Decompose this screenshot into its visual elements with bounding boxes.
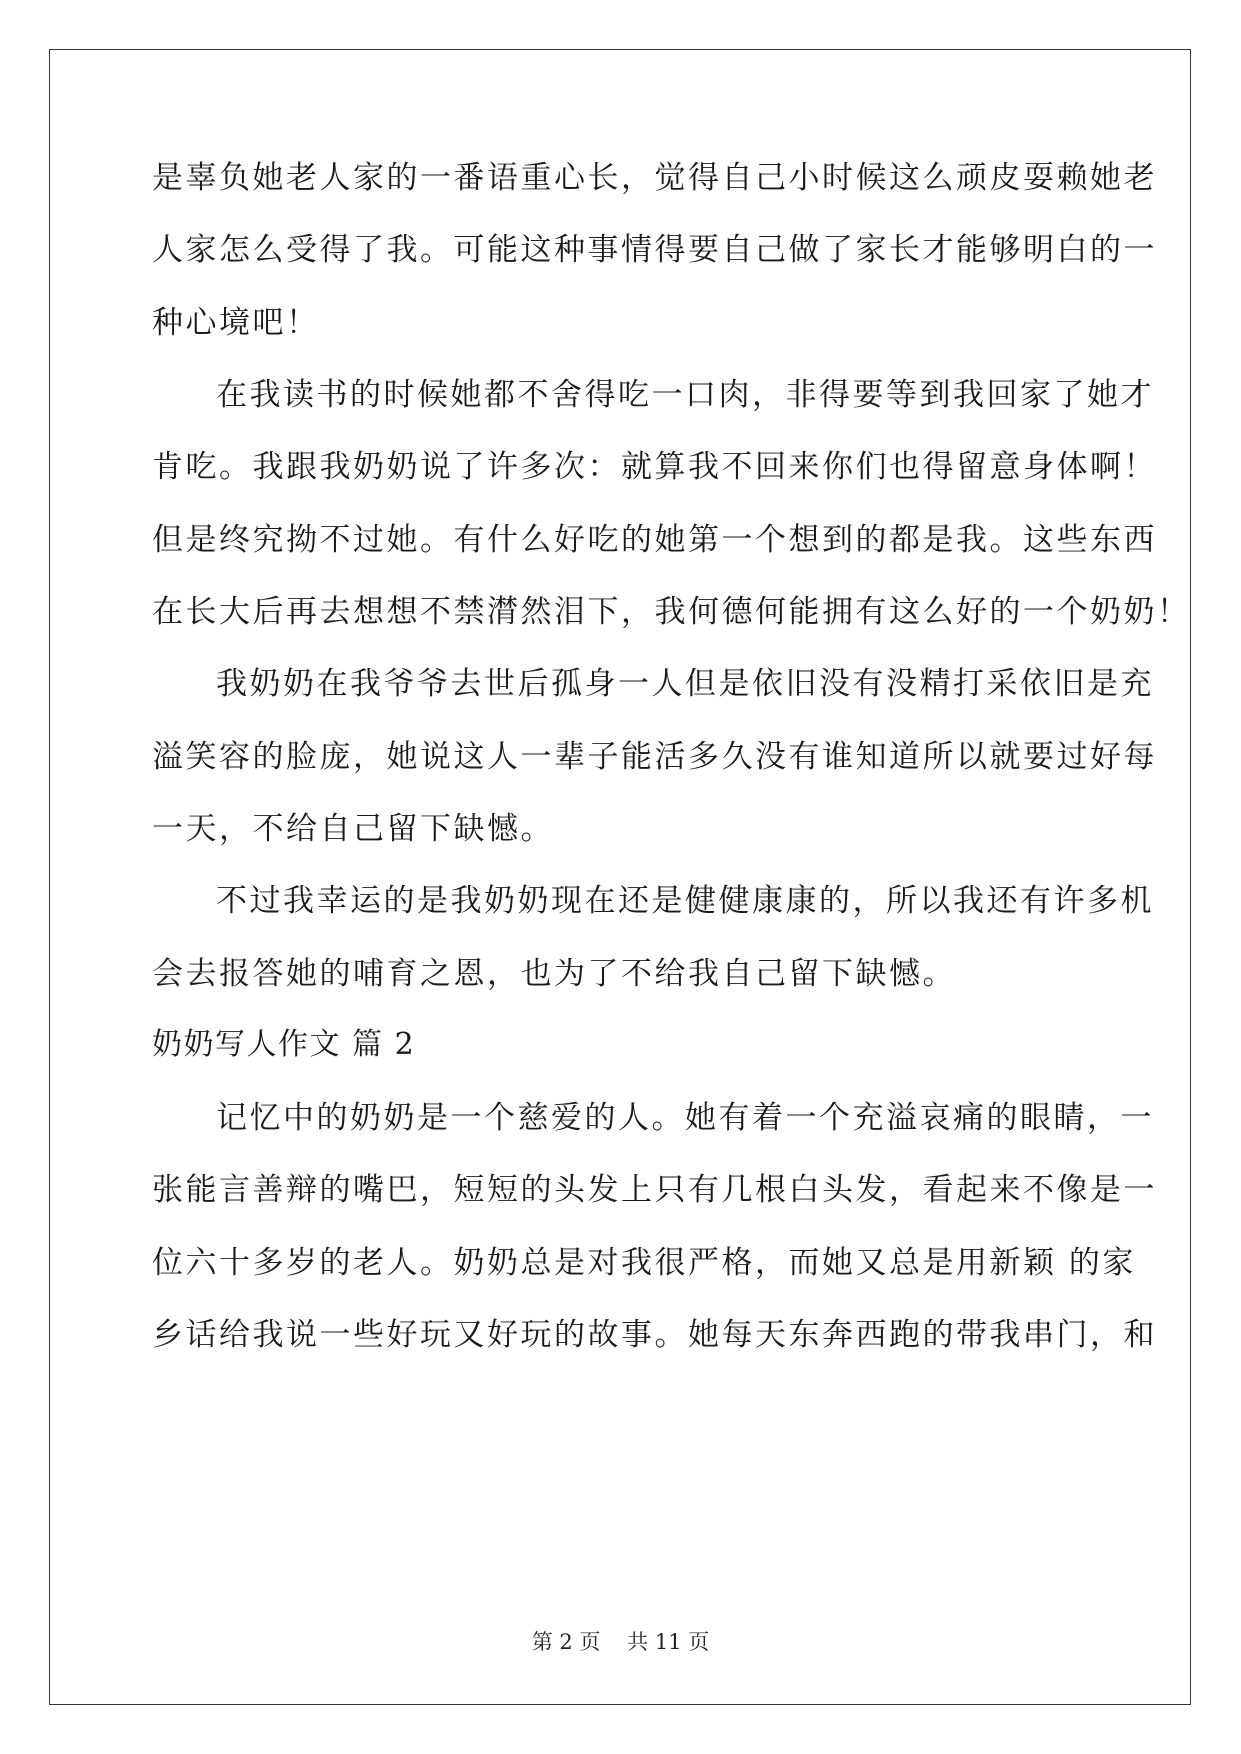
- text-line: 一天，不给自己留下缺憾。: [152, 811, 554, 847]
- text-line: 种心境吧！: [152, 305, 320, 341]
- text-line: 张能言善辩的嘴巴，短短的头发上只有几根白头发，看起来不像是一: [152, 1172, 1157, 1208]
- text-line: 我奶奶在我爷爷去世后孤身一人但是依旧没有没精打采依旧是充: [216, 666, 1154, 702]
- page-border: [49, 49, 1191, 1705]
- text-line: 不过我幸运的是我奶奶现在还是健健康康的，所以我还有许多机: [216, 883, 1154, 919]
- text-line: 会去报答她的哺育之恩，也为了不给我自己留下缺憾。: [152, 956, 956, 992]
- text-line: 溢笑容的脸庞，她说这人一辈子能活多久没有谁知道所以就要过好每: [152, 739, 1157, 775]
- text-line: 人家怎么受得了我。可能这种事情得要自己做了家长才能够明白的一: [152, 232, 1157, 268]
- text-line: 在长大后再去想想不禁潸然泪下，我何德何能拥有这么好的一个奶奶！: [152, 594, 1191, 630]
- text-line: 但是终究拗不过她。有什么好吃的她第一个想到的都是我。这些东西: [152, 522, 1157, 558]
- text-line: 位六十多岁的老人。奶奶总是对我很严格，而她又总是用新颖 的家: [152, 1245, 1136, 1281]
- text-line: 肯吃。我跟我奶奶说了许多次：就算我不回来你们也得留意身体啊！: [152, 449, 1157, 485]
- section-heading: 奶奶写人作文 篇 2: [152, 1027, 416, 1062]
- text-line: 乡话给我说一些好玩又好玩的故事。她每天东奔西跑的带我串门，和: [152, 1317, 1157, 1353]
- text-line: 记忆中的奶奶是一个慈爱的人。她有着一个充溢哀痛的眼睛，一: [216, 1100, 1154, 1136]
- text-line: 是辜负她老人家的一番语重心长，觉得自己小时候这么顽皮耍赖她老: [152, 160, 1157, 196]
- text-line: 在我读书的时候她都不舍得吃一口肉，非得要等到我回家了她才: [216, 377, 1154, 413]
- page-number-footer: 第 2 页 共 11 页: [531, 1630, 710, 1654]
